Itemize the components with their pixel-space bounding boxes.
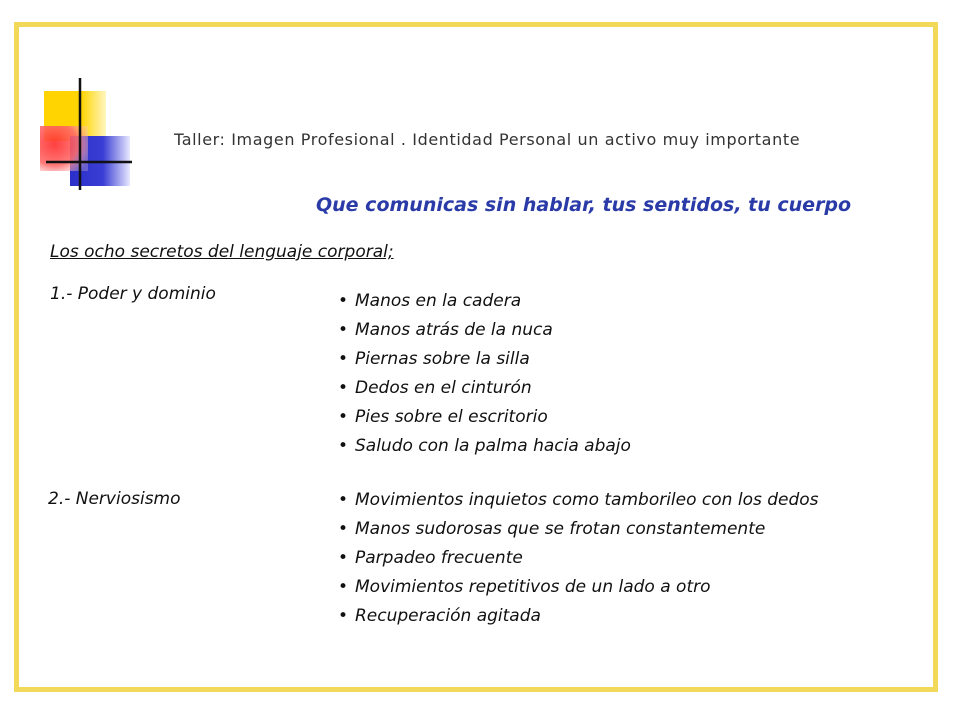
list-item: • Piernas sobre la silla xyxy=(338,345,631,374)
decorative-logo-icon xyxy=(40,78,140,193)
list-item: • Manos en la cadera xyxy=(338,287,631,316)
bullet-list-nerviosismo xyxy=(338,486,819,631)
list-item: • Manos atrás de la nuca xyxy=(338,316,631,345)
category-label-poder: 1.- Poder y dominio xyxy=(50,284,216,304)
list-item: • Saludo con la palma hacia abajo xyxy=(338,432,631,461)
list-item: • Movimientos inquietos como tamborileo con los dedos xyxy=(338,486,819,515)
bullet-list-poder xyxy=(338,287,631,461)
list-item: • Recuperación agitada xyxy=(338,602,819,631)
list-item: • Pies sobre el escritorio xyxy=(338,403,631,432)
header-title: Taller: Imagen Profesional . Identidad Personal un activo muy importante xyxy=(174,130,801,149)
slide-subtitle: Que comunicas sin hablar, tus sentidos, tu cuerpo xyxy=(316,194,852,216)
category-label-nerviosismo: 2.- Nerviosismo xyxy=(48,489,181,509)
list-item: • Movimientos repetitivos de un lado a otro xyxy=(338,573,819,602)
list-item: • Manos sudorosas que se frotan constantemente xyxy=(338,515,819,544)
section-heading: Los ocho secretos del lenguaje corporal; xyxy=(50,242,394,262)
list-item: • Parpadeo frecuente xyxy=(338,544,819,573)
list-item: • Dedos en el cinturón xyxy=(338,374,631,403)
